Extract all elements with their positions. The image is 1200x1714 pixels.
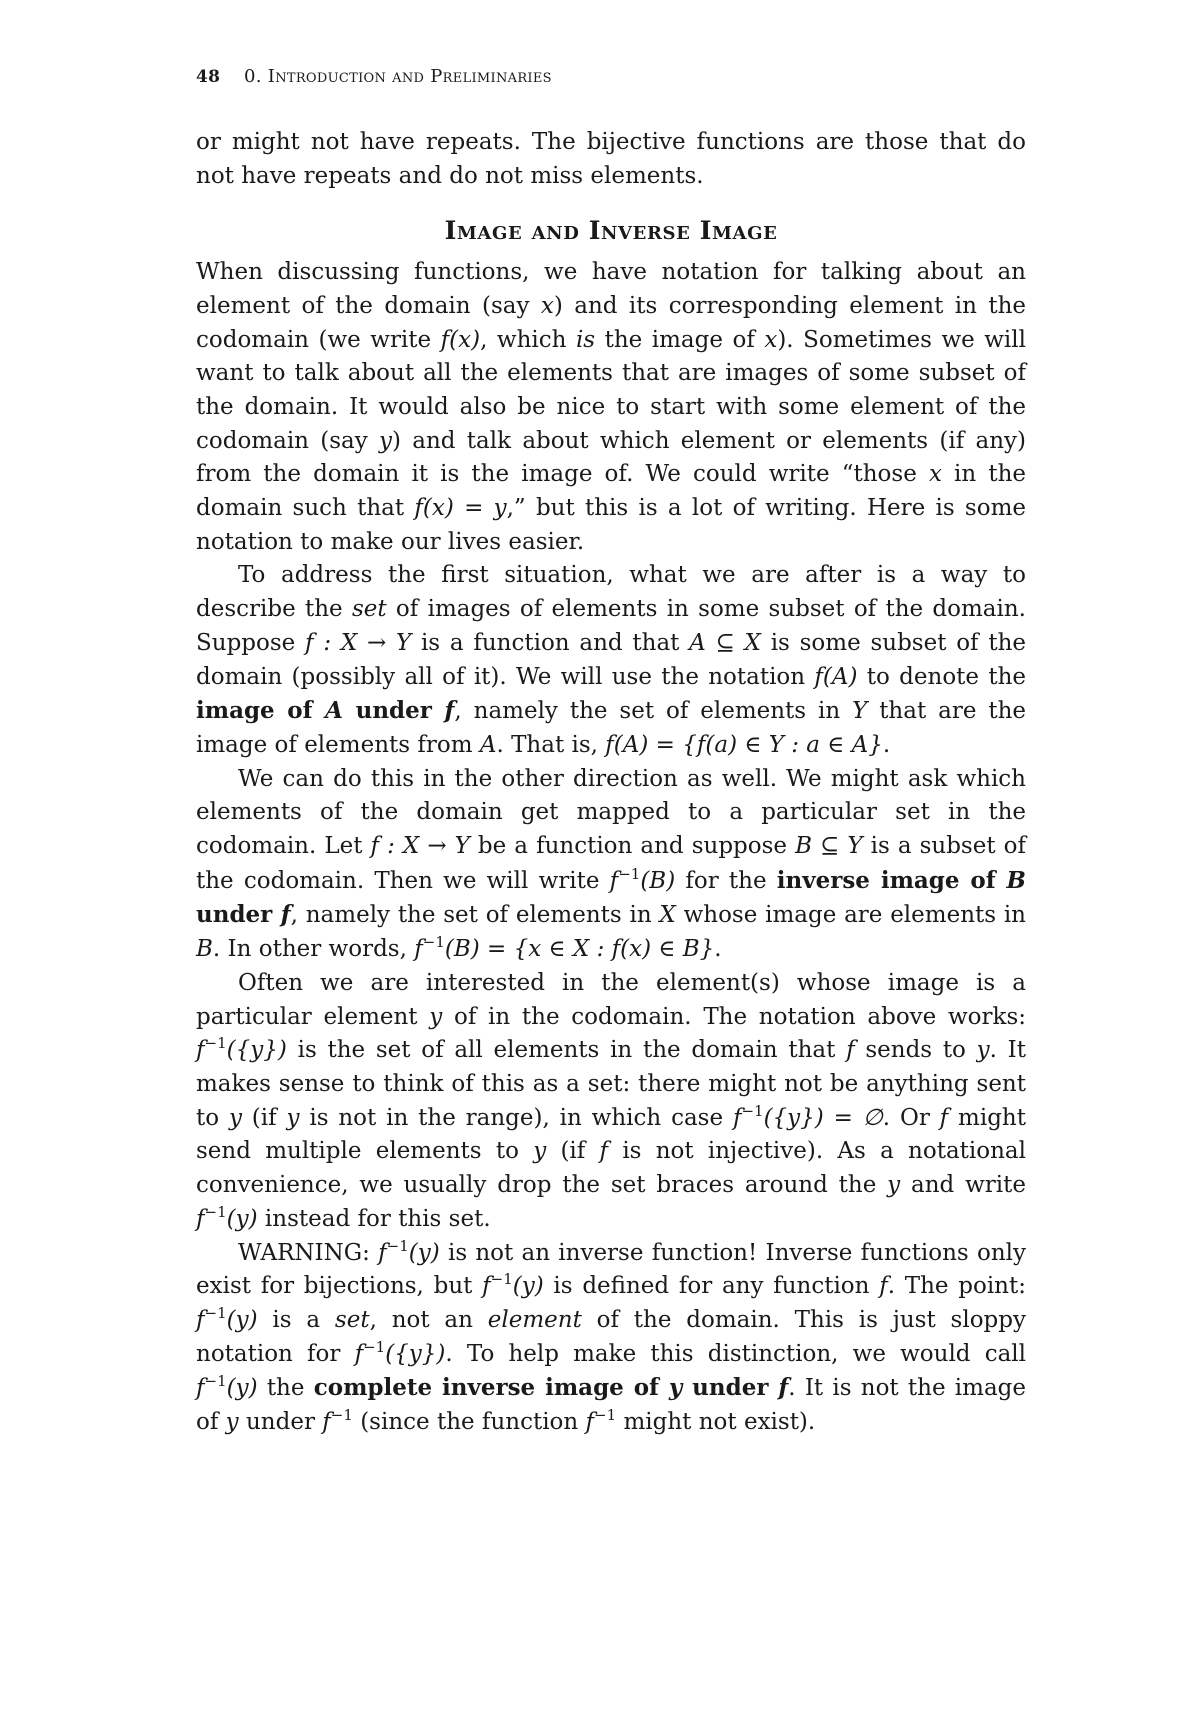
paragraph-continuation: or might not have repeats. The bijective functions are those that do not have repeats and do not miss elements. xyxy=(196,129,1026,189)
page-number: 48 xyxy=(196,67,221,87)
paragraph-inverse-image: We can do this in the other direction as well. We might ask which elements of the domain get mapped to a particular set in the codomain. Let f : X → Y be a function and suppose B ⊆ Y is a subset of the codomain. Then we will write $f^{-1}(B)$ for the inverse image of B under f, namely the set of elements in X whose image are elements in B. In other words, $f^{-1}(B) = \{x$ ∈ X : f(x) ∈ B}. xyxy=(196,765,1026,963)
running-title: 0. Introduction and Preliminaries xyxy=(243,66,552,87)
paragraph-intro: When discussing functions, we have notation for talking about an element of the domain (say x) and its corresponding element in the codomain (we write f(x), which is the image of x). Sometimes we will want to talk about all the elements that are images of some subset of the domain. It would also be nice to start with some element of the codomain (say y) and talk about which element or elements (if any) from the domain it is the image of. We could write “those x in the domain such that f(x) = y,” but this is a lot of writing. Here is some notation to make our lives easier. xyxy=(196,259,1027,555)
paragraph-single-element: Often we are interested in the element(s) whose image is a particular element y of in the codomain. The notation above works: $f^{-1}(\{y\})$ is the set of all elements in the domain that f sends to y. It makes sense to think of this as a set: there might not be anything sent to y (if y is not in the range), in which case $f^{-1}(\{y\})$ = ∅. Or f might send multiple elements to y (if f is not injective). As a notational convenience, we usually drop the set braces around the y and write $f^{-1}(y)$ instead for this set. xyxy=(196,969,1027,1232)
section-heading: Image and Inverse Image xyxy=(444,216,778,246)
definition-term: inverse image of B under f xyxy=(196,866,1026,929)
page-body xyxy=(196,126,1026,1440)
definition-term: image of A under f xyxy=(196,697,455,725)
definition-term: complete inverse image of y under f xyxy=(313,1374,789,1402)
paragraph-image: To address the first situation, what we are after is a way to describe the set of images of elements in some subset of the domain. Suppose f : X → Y is a function and that A ⊆ X is some subset of the domain (possibly all of it). We will use the notation f(A) to denote the image of A under f, namely the set of elements in Y that are the image of elements from A. That is, f(A) = {f(a) ∈ Y : a ∈ A}. xyxy=(196,562,1027,758)
running-header xyxy=(196,66,1026,87)
paragraph-warning: WARNING: $f^{-1}(y)$ is not an inverse function! Inverse functions only exist for bijections, but $f^{-1}(y)$ is defined for any function f. The point: $f^{-1}(y)$ is a set, not an element of the domain. This is just sloppy notation for $f^{-1}(\{y\})$. To help make this distinction, we would call $f^{-1}(y)$ the complete inverse image of y under f. It is not the image of y under $f^{-1}$ (since the function $f^{-1}$ might not exist). xyxy=(196,1236,1026,1436)
